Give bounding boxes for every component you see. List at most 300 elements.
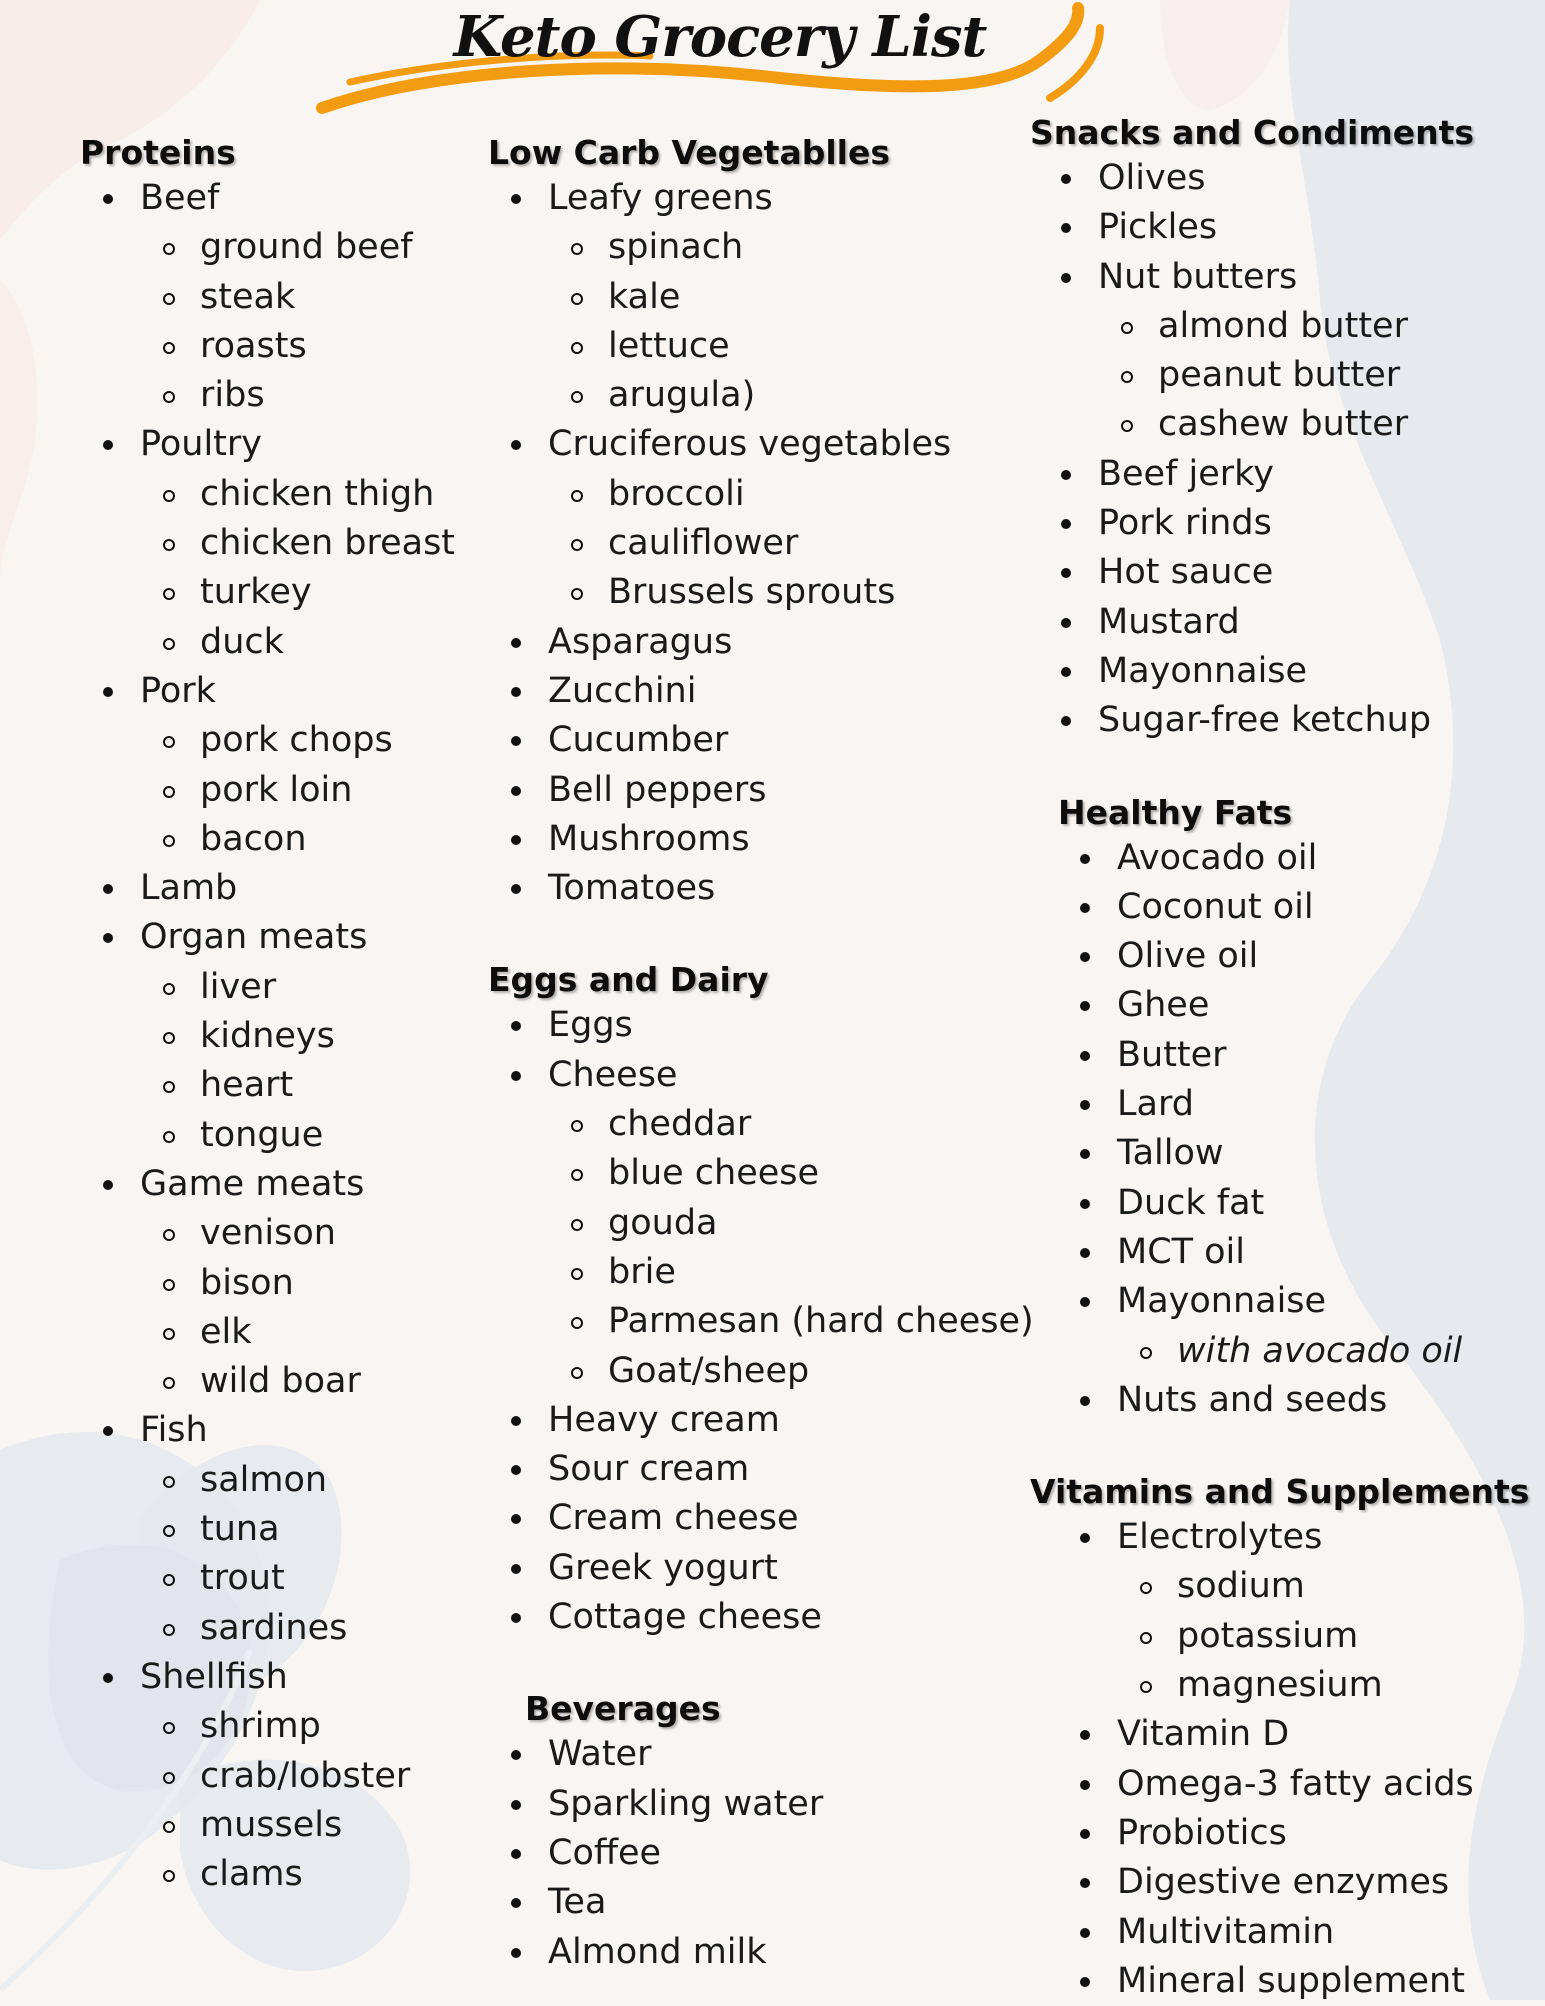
- sub-list-item: [80, 1209, 455, 1258]
- section-heading: Healthy Fats: [1058, 792, 1293, 832]
- list-item: [80, 913, 455, 962]
- hollow-bullet-icon: [571, 342, 583, 354]
- bullet-icon: [1061, 174, 1071, 184]
- hollow-bullet-icon: [163, 1722, 175, 1734]
- item-label: Poultry: [140, 424, 263, 465]
- bullet-icon: [1080, 1248, 1090, 1258]
- bullet-icon: [1061, 223, 1071, 233]
- list-item: [1030, 981, 1529, 1030]
- hollow-bullet-icon: [571, 243, 583, 255]
- sub-list-item: [488, 1347, 1034, 1396]
- hollow-bullet-icon: [163, 293, 175, 305]
- sub-list-item: [80, 1604, 455, 1653]
- item-label: Pickles: [1098, 207, 1218, 248]
- section-proteins: [80, 132, 455, 1899]
- item-label: Tomatoes: [548, 868, 716, 909]
- list-item: [488, 1396, 1034, 1445]
- list-item: [1030, 203, 1529, 252]
- hollow-bullet-icon: [163, 1870, 175, 1882]
- item-list: [488, 174, 1034, 913]
- sub-list-item: [1030, 1562, 1529, 1611]
- list-item: [488, 1878, 1034, 1927]
- item-label: crab/lobster: [200, 1755, 411, 1796]
- item-label: Organ meats: [140, 917, 368, 958]
- item-label: Leafy greens: [548, 178, 773, 218]
- hollow-bullet-icon: [163, 736, 175, 748]
- list-item: [1030, 1809, 1529, 1858]
- hollow-bullet-icon: [571, 1120, 583, 1132]
- bullet-icon: [1080, 1829, 1090, 1839]
- sub-list-item: [488, 1149, 1034, 1198]
- list-item: [1030, 1080, 1529, 1129]
- bullet-icon: [511, 194, 521, 204]
- list-item: [1030, 499, 1529, 548]
- list-item: [80, 667, 455, 716]
- item-label: Parmesan (hard cheese): [608, 1301, 1034, 1342]
- sub-list-item: [80, 1752, 455, 1801]
- bullet-icon: [1061, 568, 1071, 578]
- list-item: [488, 864, 1034, 913]
- bullet-icon: [1061, 470, 1071, 480]
- item-label: MCT oil: [1117, 1231, 1246, 1272]
- hollow-bullet-icon: [163, 1081, 175, 1093]
- item-label: liver: [200, 966, 277, 1007]
- item-label: wild boar: [200, 1361, 361, 1402]
- bullet-icon: [511, 736, 521, 746]
- list-item: [488, 1730, 1034, 1779]
- hollow-bullet-icon: [1140, 1582, 1152, 1594]
- sub-list-item: [488, 1297, 1034, 1346]
- item-label: Tea: [548, 1882, 607, 1923]
- item-label: Almond milk: [548, 1931, 767, 1972]
- item-label: venison: [200, 1213, 336, 1254]
- hollow-bullet-icon: [163, 1624, 175, 1636]
- list-item: [1030, 598, 1529, 647]
- sub-list-item: [1030, 1327, 1529, 1376]
- item-label: Duck fat: [1117, 1182, 1265, 1223]
- sub-list-item: [488, 568, 1034, 617]
- item-label: almond butter: [1158, 305, 1408, 346]
- bullet-icon: [1080, 1780, 1090, 1790]
- item-label: salmon: [200, 1459, 328, 1500]
- hollow-bullet-icon: [163, 1032, 175, 1044]
- item-list: [1030, 154, 1529, 746]
- bullet-icon: [103, 1673, 113, 1683]
- item-label: blue cheese: [608, 1153, 820, 1194]
- sub-list-item: [80, 1850, 455, 1899]
- list-item: [1030, 1908, 1529, 1957]
- bullet-icon: [511, 1898, 521, 1908]
- item-label: turkey: [200, 572, 312, 613]
- hollow-bullet-icon: [163, 243, 175, 255]
- bullet-icon: [511, 1564, 521, 1574]
- item-label: Mayonnaise: [1117, 1281, 1327, 1322]
- bullet-icon: [511, 1071, 521, 1081]
- item-label: tuna: [200, 1509, 280, 1550]
- bullet-icon: [103, 194, 113, 204]
- item-label: cashew butter: [1158, 404, 1409, 445]
- list-item: [488, 174, 1034, 223]
- hollow-bullet-icon: [163, 1525, 175, 1537]
- item-label: shrimp: [200, 1706, 321, 1747]
- sub-list-item: [80, 519, 455, 568]
- item-label: Shellfish: [140, 1656, 288, 1697]
- item-label: broccoli: [608, 473, 745, 514]
- bullet-icon: [1080, 1051, 1090, 1061]
- item-label: duck: [200, 621, 284, 662]
- list-item: [1030, 883, 1529, 932]
- bullet-icon: [1080, 1100, 1090, 1110]
- section-heading: Beverages: [525, 1689, 721, 1729]
- hollow-bullet-icon: [571, 1367, 583, 1379]
- item-label: Zucchini: [548, 670, 697, 711]
- section-eggs-and-dairy: [488, 959, 1034, 1642]
- list-item: [1030, 932, 1529, 981]
- list-item: [80, 1406, 455, 1455]
- sub-list-item: [80, 1357, 455, 1406]
- list-item: [1030, 1760, 1529, 1809]
- item-label: Cream cheese: [548, 1498, 799, 1539]
- bullet-icon: [1080, 1149, 1090, 1159]
- item-label: ribs: [200, 375, 265, 416]
- item-label: lettuce: [608, 325, 730, 366]
- sub-list-item: [80, 1308, 455, 1357]
- list-item: [80, 1160, 455, 1209]
- item-label: Sour cream: [548, 1449, 750, 1490]
- sub-list-item: [488, 322, 1034, 371]
- item-label: Sparkling water: [548, 1783, 824, 1824]
- bullet-icon: [1080, 1297, 1090, 1307]
- bullet-icon: [1061, 667, 1071, 677]
- list-item: [1030, 450, 1529, 499]
- page-title: Keto Grocery List: [453, 4, 987, 70]
- bullet-icon: [511, 1514, 521, 1524]
- sub-list-item: [80, 273, 455, 322]
- item-label: brie: [608, 1251, 676, 1292]
- item-label: Coconut oil: [1117, 886, 1314, 927]
- item-list: [488, 1730, 1034, 1976]
- bullet-icon: [1061, 273, 1071, 283]
- item-label: potassium: [1177, 1615, 1359, 1656]
- bullet-icon: [1061, 519, 1071, 529]
- bullet-icon: [1080, 903, 1090, 913]
- list-item: [488, 1494, 1034, 1543]
- title-banner: [310, 0, 1130, 125]
- list-item: [1030, 1858, 1529, 1907]
- item-label: Hot sauce: [1098, 552, 1274, 593]
- hollow-bullet-icon: [571, 539, 583, 551]
- list-item: [488, 1445, 1034, 1494]
- list-item: [1030, 154, 1529, 203]
- list-item: [1030, 1129, 1529, 1178]
- sub-list-item: [488, 223, 1034, 272]
- list-item: [1030, 253, 1529, 302]
- hollow-bullet-icon: [163, 588, 175, 600]
- list-item: [1030, 647, 1529, 696]
- list-item: [1030, 696, 1529, 745]
- item-label: bison: [200, 1262, 294, 1303]
- hollow-bullet-icon: [571, 1169, 583, 1181]
- item-label: peanut butter: [1158, 355, 1401, 396]
- item-label: Eggs: [548, 1005, 633, 1046]
- hollow-bullet-icon: [163, 786, 175, 798]
- item-list: [1030, 834, 1529, 1426]
- list-item: [1030, 1179, 1529, 1228]
- item-label: Mineral supplement: [1117, 1960, 1465, 2001]
- hollow-bullet-icon: [163, 1476, 175, 1488]
- item-label: ground beef: [200, 227, 413, 268]
- hollow-bullet-icon: [163, 490, 175, 502]
- section-vitamins-and-supplements: [1030, 1471, 1529, 2006]
- item-label: chicken thigh: [200, 473, 435, 514]
- item-label: Bell peppers: [548, 769, 767, 810]
- list-item: [1030, 1277, 1529, 1326]
- bullet-icon: [1080, 1928, 1090, 1938]
- list-item: [80, 1653, 455, 1702]
- hollow-bullet-icon: [163, 1772, 175, 1784]
- bullet-icon: [511, 1416, 521, 1426]
- item-label: Digestive enzymes: [1117, 1862, 1450, 1903]
- bullet-icon: [1080, 1730, 1090, 1740]
- item-label: Water: [548, 1734, 652, 1775]
- section-snacks-and-condiments: [1030, 112, 1529, 746]
- sub-list-item: [488, 519, 1034, 568]
- item-label: Sugar-free ketchup: [1098, 700, 1432, 741]
- item-label: Mayonnaise: [1098, 650, 1308, 691]
- hollow-bullet-icon: [1121, 371, 1133, 383]
- sub-list-item: [80, 1554, 455, 1603]
- list-item: [488, 1051, 1034, 1100]
- item-label: chicken breast: [200, 523, 456, 564]
- item-label: Lard: [1117, 1084, 1194, 1125]
- section-heading: Eggs and Dairy: [488, 960, 769, 1000]
- hollow-bullet-icon: [1121, 322, 1133, 334]
- sub-list-item: [80, 618, 455, 667]
- list-item: [1030, 1513, 1529, 1562]
- background-blob-left: [0, 280, 37, 580]
- section-healthy-fats: [1030, 792, 1529, 1426]
- sub-list-item: [80, 815, 455, 864]
- sub-list-item: [80, 1456, 455, 1505]
- item-list: [80, 174, 455, 1899]
- item-label: Avocado oil: [1117, 837, 1318, 878]
- item-label: Lamb: [140, 868, 238, 909]
- item-label: tongue: [200, 1114, 324, 1155]
- background-blob-top-right: [1160, 0, 1290, 110]
- bullet-icon: [1080, 952, 1090, 962]
- list-item: [488, 618, 1034, 667]
- item-label: Vitamin D: [1117, 1714, 1290, 1755]
- hollow-bullet-icon: [163, 1574, 175, 1586]
- section-heading: Vitamins and Supplements: [1030, 1472, 1530, 1512]
- item-label: Goat/sheep: [608, 1350, 810, 1391]
- item-label: Cucumber: [548, 720, 729, 761]
- sub-list-item: [80, 1702, 455, 1751]
- bullet-icon: [511, 1948, 521, 1958]
- item-label: arugula): [608, 375, 756, 416]
- bullet-icon: [1080, 1199, 1090, 1209]
- item-label: Mustard: [1098, 601, 1240, 642]
- list-item: [488, 1780, 1034, 1829]
- bullet-icon: [1080, 1001, 1090, 1011]
- item-label: cauliflower: [608, 523, 799, 564]
- item-label: clams: [200, 1854, 303, 1895]
- list-item: [488, 667, 1034, 716]
- hollow-bullet-icon: [163, 342, 175, 354]
- list-item: [1030, 1957, 1529, 2006]
- section-low-carb-vegetablles: [488, 132, 1034, 913]
- hollow-bullet-icon: [163, 539, 175, 551]
- hollow-bullet-icon: [163, 391, 175, 403]
- bullet-icon: [511, 1613, 521, 1623]
- list-item: [488, 1593, 1034, 1642]
- item-label: Pork rinds: [1098, 503, 1272, 544]
- item-label: Fish: [140, 1410, 208, 1451]
- list-item: [80, 864, 455, 913]
- list-item: [1030, 1228, 1529, 1277]
- list-item: [1030, 1376, 1529, 1425]
- list-item: [80, 174, 455, 223]
- list-item: [80, 420, 455, 469]
- hollow-bullet-icon: [1140, 1347, 1152, 1359]
- item-label: sodium: [1177, 1566, 1305, 1607]
- item-label: pork loin: [200, 769, 353, 810]
- item-label: Nut butters: [1098, 256, 1298, 297]
- bullet-icon: [511, 1800, 521, 1810]
- list-item: [1030, 834, 1529, 883]
- item-label: heart: [200, 1065, 294, 1106]
- item-label: Ghee: [1117, 985, 1210, 1026]
- bullet-icon: [511, 1021, 521, 1031]
- list-item: [1030, 548, 1529, 597]
- item-label: mussels: [200, 1804, 343, 1845]
- item-label: gouda: [608, 1202, 718, 1243]
- bullet-icon: [511, 1750, 521, 1760]
- bullet-icon: [511, 687, 521, 697]
- section-beverages: [488, 1688, 1034, 1976]
- hollow-bullet-icon: [571, 1317, 583, 1329]
- column-proteins: [80, 132, 455, 1899]
- sub-list-item: [80, 470, 455, 519]
- hollow-bullet-icon: [163, 1377, 175, 1389]
- sub-list-item: [488, 470, 1034, 519]
- sub-list-item: [488, 371, 1034, 420]
- item-label: Pork: [140, 670, 216, 711]
- sub-list-item: [488, 1199, 1034, 1248]
- item-list: [1030, 1513, 1529, 2006]
- bullet-icon: [511, 884, 521, 894]
- list-item: [488, 1829, 1034, 1878]
- list-item: [488, 1544, 1034, 1593]
- sub-list-item: [80, 1061, 455, 1110]
- item-label: bacon: [200, 818, 307, 859]
- item-label: kidneys: [200, 1016, 335, 1057]
- sub-list-item: [488, 1100, 1034, 1149]
- hollow-bullet-icon: [571, 490, 583, 502]
- sub-list-item: [80, 322, 455, 371]
- hollow-bullet-icon: [163, 1131, 175, 1143]
- hollow-bullet-icon: [1121, 420, 1133, 432]
- sub-list-item: [80, 1801, 455, 1850]
- sub-list-item: [1030, 1612, 1529, 1661]
- bullet-icon: [1080, 1977, 1090, 1987]
- item-label: roasts: [200, 325, 307, 366]
- item-label: Cheese: [548, 1054, 678, 1095]
- bullet-icon: [1080, 854, 1090, 864]
- hollow-bullet-icon: [1140, 1681, 1152, 1693]
- sub-list-item: [80, 716, 455, 765]
- item-label: Cruciferous vegetables: [548, 424, 952, 465]
- section-heading: Proteins: [80, 133, 236, 172]
- item-label: with avocado oil: [1177, 1330, 1463, 1371]
- sub-list-item: [80, 223, 455, 272]
- sub-list-item: [1030, 351, 1529, 400]
- sub-list-item: [80, 1259, 455, 1308]
- hollow-bullet-icon: [1140, 1632, 1152, 1644]
- bullet-icon: [511, 786, 521, 796]
- bullet-icon: [1061, 716, 1071, 726]
- item-label: cheddar: [608, 1104, 752, 1145]
- list-item: [488, 716, 1034, 765]
- hollow-bullet-icon: [163, 638, 175, 650]
- item-label: Nuts and seeds: [1117, 1379, 1388, 1420]
- sub-list-item: [80, 1505, 455, 1554]
- bullet-icon: [511, 440, 521, 450]
- section-heading: Snacks and Condiments: [1030, 113, 1475, 152]
- bullet-icon: [1080, 1878, 1090, 1888]
- list-item: [488, 766, 1034, 815]
- hollow-bullet-icon: [571, 1268, 583, 1280]
- item-label: steak: [200, 276, 296, 317]
- sub-list-item: [488, 1248, 1034, 1297]
- item-label: Omega-3 fatty acids: [1117, 1763, 1474, 1804]
- hollow-bullet-icon: [571, 588, 583, 600]
- bullet-icon: [1080, 1533, 1090, 1543]
- item-label: Olive oil: [1117, 936, 1259, 977]
- bullet-icon: [511, 638, 521, 648]
- item-label: sardines: [200, 1607, 348, 1648]
- bullet-icon: [511, 1465, 521, 1475]
- sub-list-item: [488, 273, 1034, 322]
- item-label: Game meats: [140, 1163, 365, 1204]
- bullet-icon: [103, 884, 113, 894]
- column-vegetables-dairy-beverages: [488, 132, 1034, 1977]
- sub-list-item: [80, 963, 455, 1012]
- hollow-bullet-icon: [163, 835, 175, 847]
- item-label: Multivitamin: [1117, 1911, 1335, 1952]
- sub-list-item: [80, 766, 455, 815]
- item-label: Probiotics: [1117, 1812, 1287, 1853]
- list-item: [488, 815, 1034, 864]
- sub-list-item: [1030, 1661, 1529, 1710]
- bullet-icon: [1080, 1396, 1090, 1406]
- hollow-bullet-icon: [163, 983, 175, 995]
- item-label: trout: [200, 1558, 285, 1599]
- hollow-bullet-icon: [571, 1219, 583, 1231]
- item-label: Beef: [140, 178, 220, 218]
- sub-list-item: [80, 568, 455, 617]
- list-item: [488, 1001, 1034, 1050]
- hollow-bullet-icon: [163, 1229, 175, 1241]
- section-heading: Low Carb Vegetablles: [488, 133, 890, 172]
- item-label: elk: [200, 1311, 252, 1352]
- item-label: Greek yogurt: [548, 1547, 778, 1588]
- hollow-bullet-icon: [163, 1328, 175, 1340]
- sub-list-item: [1030, 400, 1529, 449]
- hollow-bullet-icon: [571, 293, 583, 305]
- item-label: Butter: [1117, 1034, 1227, 1075]
- hollow-bullet-icon: [163, 1821, 175, 1833]
